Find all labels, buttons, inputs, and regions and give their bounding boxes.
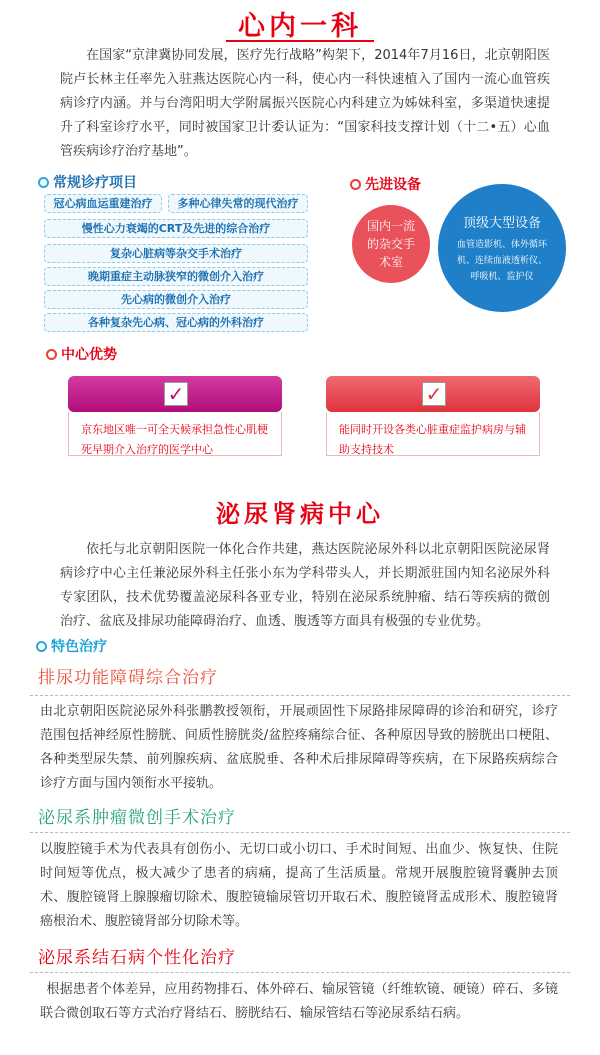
section-title-cardiology: 心内一科 — [238, 11, 362, 42]
routine-heading: 常规诊疗项目 — [38, 172, 137, 192]
routine-item: 冠心病血运重建治疗 — [44, 194, 162, 213]
divider — [30, 972, 570, 973]
cardiology-intro: 在国家“京津冀协同发展，医疗先行战略”构架下，2014年7月16日，北京朝阳医院卢长林主任率先入驻燕达医院心内一科，使心内一科快速植入了国内一流心血管疾病诊疗内涵。并与台湾阳明大学附属振兴医院心内科建立为姊妹科室，多渠道快速提升了科室诊疗水平，同时被国家卫计委认证为：“国家科技支撑计划（十二•五）心血管疾病诊疗治疗基地”。 — [60, 48, 550, 159]
advantage-heading: 中心优势 — [46, 344, 117, 364]
equipment-small-circle — [352, 205, 430, 283]
feature-heading: 特色治疗 — [36, 636, 107, 656]
treatment-title-1: 排尿功能障碍综合治疗 — [38, 668, 218, 688]
divider — [30, 832, 570, 833]
treatment-title-2: 泌尿系肿瘤微创手术治疗 — [38, 808, 236, 828]
routine-item: 慢性心力衰竭的CRT及先进的综合治疗 — [44, 219, 308, 238]
routine-item: 复杂心脏病等杂交手术治疗 — [44, 244, 308, 263]
circle-bullet-icon — [38, 177, 49, 188]
equipment-big-circle — [438, 184, 566, 312]
routine-item: 先心病的微创介入治疗 — [44, 290, 308, 309]
routine-item: 晚期重症主动脉狭窄的微创介入治疗 — [44, 267, 308, 286]
routine-item: 多种心律失常的现代治疗 — [168, 194, 308, 213]
urology-intro: 依托与北京朝阳医院一体化合作共建，燕达医院泌尿外科以北京朝阳医院泌尿肾病诊疗中心主任兼泌尿外科主任张小东为学科带头人，并长期派驻国内知名泌尿外科专家团队，技术优势覆盖泌尿科各亚专业，特别在泌尿系统肿瘤、结石等疾病的微创治疗、盆底及排尿功能障碍治疗、血透、腹透等方面具有极强的专业优势。 — [60, 542, 550, 629]
treatment-text-1: 由北京朝阳医院泌尿外科张鹏教授领衔，开展顽固性下尿路排尿障碍的诊治和研究，诊疗范围包括神经原性膀胱、间质性膀胱炎/盆腔疼痛综合征、各种原因导致的膀胱出口梗阻、各种类型尿失禁、前列腺疾病、盆底脱垂、各种术后排尿障碍等疾病，在下尿路疾病综合诊疗方面与国内领衔水平接轨。 — [40, 704, 558, 791]
advantage-box-2 — [326, 376, 540, 456]
checkbox-icon: ✓ — [164, 382, 188, 406]
section-title-urology: 泌尿肾病中心 — [216, 500, 384, 528]
routine-item: 各种复杂先心病、冠心病的外科治疗 — [44, 313, 308, 332]
advantage-text-2: 能同时开设各类心脏重症监护病房与辅助支持技术 — [326, 412, 540, 456]
treatment-title-3: 泌尿系结石病个性化治疗 — [38, 948, 236, 968]
equipment-big-circle-title: 顶级大型设备 — [462, 215, 541, 231]
treatment-text-3: 根据患者个体差异，应用药物排石、体外碎石、输尿管镜（纤维软镜、硬镜）碎石、多镜联合微创取石等方式治疗肾结石、膀胱结石、输尿管结石等泌尿系结石病。 — [40, 982, 558, 1021]
circle-bullet-icon — [36, 641, 47, 652]
checkbox-icon: ✓ — [422, 382, 446, 406]
advantage-text-1: 京东地区唯一可全天候承担急性心肌梗死早期介入治疗的医学中心 — [68, 412, 282, 456]
divider — [30, 695, 570, 696]
equipment-big-circle-text: 血管造影机、体外循环机、连续血液透析仪、呼吸机、监护仪 — [456, 239, 547, 282]
equipment-small-circle-text: 国内一流的杂交手术室 — [366, 219, 415, 269]
circle-bullet-icon — [350, 179, 361, 190]
treatment-text-2: 以腹腔镜手术为代表具有创伤小、无切口或小切口、手术时间短、出血少、恢复快、住院时间短等优点，极大减少了患者的病痛，提高了生活质量。常规开展腹腔镜肾囊肿去顶术、腹腔镜肾上腺腺瘤切除术、腹腔镜输尿管切开取石术、腹腔镜肾盂成形术、腹腔镜肾癌根治术、腹腔镜肾部分切除术等。 — [40, 842, 558, 929]
advantage-box-1 — [68, 376, 282, 456]
circle-bullet-icon — [46, 349, 57, 360]
equipment-heading: 先进设备 — [350, 174, 421, 194]
